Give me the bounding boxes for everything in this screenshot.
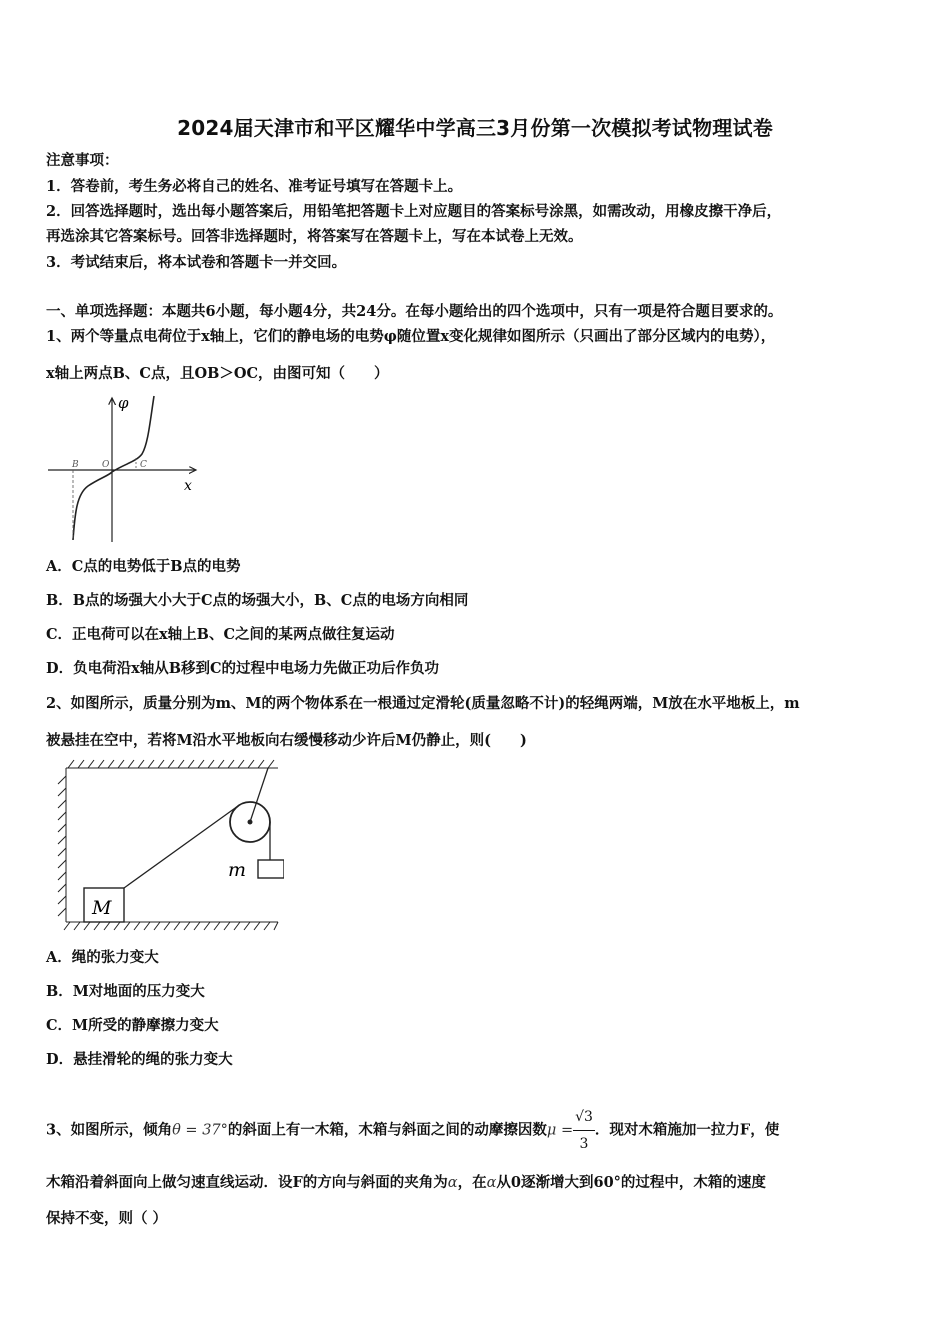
small-block-body [258,860,284,878]
q3-theta: θ = 37° [172,1122,228,1139]
q2-option-b: B．M对地面的压力变大 [46,983,205,1000]
q3-alpha-1: α [447,1175,458,1191]
notice-heading: 注意事项： [46,152,119,169]
q3-mu-denominator: 3 [579,1136,589,1152]
q3-line2-b: ，在 [457,1174,487,1191]
q2-stem-line1: 2、如图所示，质量分别为m、M的两个物体系在一根通过定滑轮(质量忽略不计)的轻绳两端，M放在水平地板上，m [46,695,800,712]
point-c-label: C [140,460,147,470]
q3-mu-numerator: √3 [573,1104,595,1131]
y-axis-label: φ [118,394,129,412]
q3-mu: μ = [546,1122,574,1139]
ceiling-hatching [66,760,278,768]
notice-item: 2．回答选择题时，选出每小题答案后，用铅笔把答题卡上对应题目的答案标号涂黑，如需改动，用橡皮擦干净后， [46,203,782,220]
q1-stem-line2: x轴上两点B、C点，且OB＞OC，由图可知（ ） [46,365,389,382]
big-block-label: M [92,897,112,919]
notice-item: 3．考试结束后，将本试卷和答题卡一并交回。 [46,254,347,271]
q1-option-c: C．正电荷可以在x轴上B、C之间的某两点做往复运动 [46,626,395,643]
q2-option-d: D．悬挂滑轮的绳的张力变大 [46,1051,233,1068]
pulley-hanger-rope [250,768,268,822]
q3-stem-line3: 保持不变，则（ ） [46,1210,168,1227]
point-b-label: B [72,460,79,470]
small-block-label: m [228,859,247,881]
q3-alpha-2: α [486,1175,497,1191]
notice-item: 1．答卷前，考生务必将自己的姓名、准考证号填写在答题卡上。 [46,178,463,195]
q3-text-a: 3、如图所示，倾角 [46,1121,173,1139]
q1-option-b: B．B点的场强大小大于C点的场强大小，B、C点的电场方向相同 [46,592,469,609]
q3-text-b: 的斜面上有一木箱，木箱与斜面之间的动摩擦因数 [227,1121,547,1139]
q3-text-c: ．现对木箱施加一拉力F，使 [594,1121,780,1139]
section-heading: 一、单项选择题：本题共6小题，每小题4分，共24分。在每小题给出的四个选项中，只有一项是符合题目要求的。 [46,303,783,320]
q1-potential-graph [44,392,204,544]
q2-option-a: A．绳的张力变大 [46,949,159,966]
q3-mu-fraction [573,1104,595,1157]
q3-stem-line1 [46,1104,908,1157]
page-title: 2024届天津市和平区耀华中学高三3月份第一次模拟考试物理试卷 [177,116,773,140]
q1-option-d: D．负电荷沿x轴从B移到C的过程中电场力先做正功后作负功 [46,660,440,677]
wall-hatching [58,768,66,922]
q1-stem-line1: 1、两个等量点电荷位于x轴上，它们的静电场的电势φ随位置x变化规律如图所示（只画出了部分区域内的电势）， [46,328,776,345]
pulley-axle [248,820,253,825]
floor-hatching [64,922,278,930]
rope-to-big-block [124,806,238,888]
q2-option-c: C．M所受的静摩擦力变大 [46,1017,219,1034]
notice-item: 再选涂其它答案标号。回答非选择题时，将答案写在答题卡上，写在本试卷上无效。 [46,228,583,245]
q2-pulley-figure [52,758,284,934]
q3-line2-c: 从0逐渐增大到60°的过程中，木箱的速度 [496,1174,766,1191]
q2-stem-line2: 被悬挂在空中，若将M沿水平地板向右缓慢移动少许后M仍静止，则( ) [46,732,527,749]
q3-line2-a: 木箱沿着斜面向上做匀速直线运动．设F的方向与斜面的夹角为 [46,1174,448,1191]
q3-stem-line2 [46,1173,908,1193]
origin-label: O [102,460,110,470]
x-axis-label: x [184,478,192,494]
q1-option-a: A．C点的电势低于B点的电势 [46,558,241,575]
